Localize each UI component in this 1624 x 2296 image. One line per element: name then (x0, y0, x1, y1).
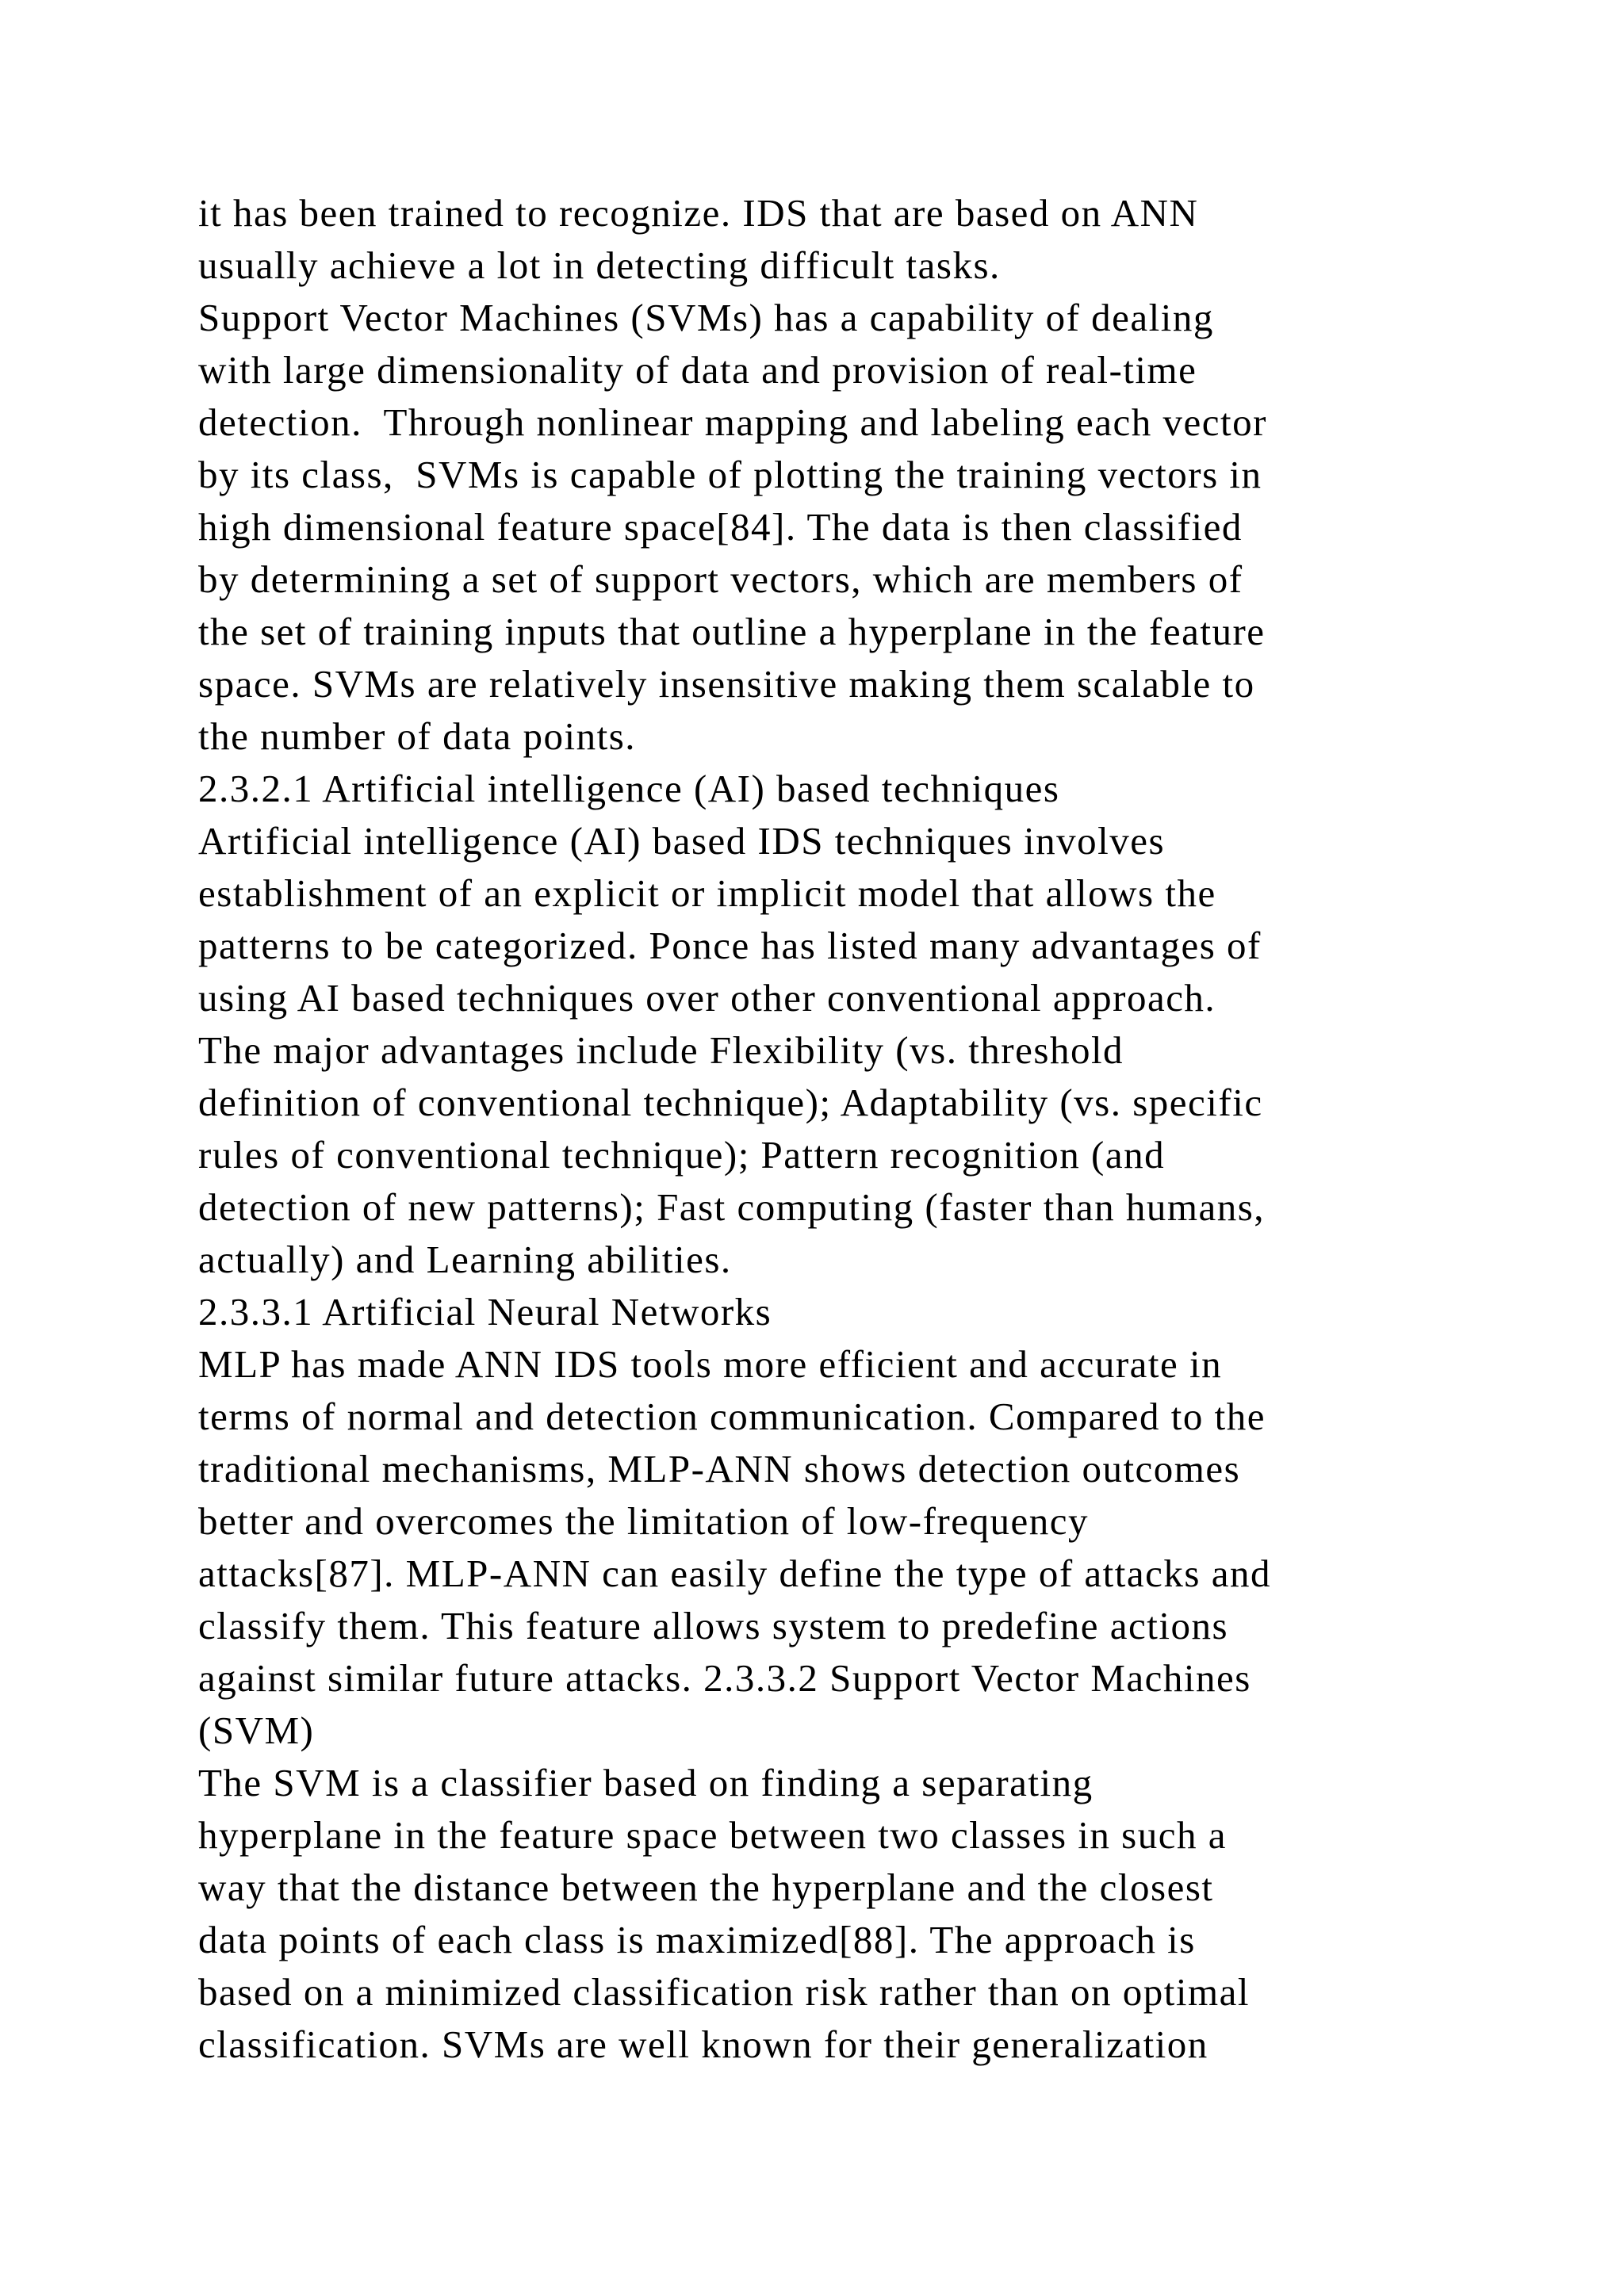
text-line: it has been trained to recognize. IDS that are based on ANN (198, 191, 1199, 235)
text-line: classification. SVMs are well known for their generalization (198, 2022, 1208, 2066)
text-line: traditional mechanisms, MLP-ANN shows detection outcomes (198, 1447, 1241, 1490)
text-line: detection of new patterns); Fast computing (faster than humans, (198, 1185, 1266, 1229)
text-line: Support Vector Machines (SVMs) has a capability of dealing (198, 296, 1214, 339)
text-line: The SVM is a classifier based on finding a separating (198, 1761, 1094, 1804)
text-line: (SVM) (198, 1709, 315, 1752)
section-heading: 2.3.3.1 Artificial Neural Networks (198, 1290, 772, 1334)
text-line: rules of conventional technique); Pattern recognition (and (198, 1133, 1166, 1177)
text-line: patterns to be categorized. Ponce has listed many advantages of (198, 924, 1262, 967)
text-line: using AI based techniques over other conventional approach. (198, 976, 1216, 1020)
text-line: hyperplane in the feature space between two classes in such a (198, 1813, 1227, 1857)
text-line: way that the distance between the hyperplane and the closest (198, 1866, 1214, 1909)
text-line: usually achieve a lot in detecting difficult tasks. (198, 243, 1001, 287)
text-line: Artificial intelligence (AI) based IDS techniques involves (198, 819, 1166, 863)
text-line: data points of each class is maximized[88]. The approach is (198, 1918, 1196, 1961)
text-line: by its class, SVMs is capable of plotting the training vectors in (198, 453, 1262, 496)
text-line: better and overcomes the limitation of low-frequency (198, 1499, 1089, 1543)
text-line: the set of training inputs that outline a hyperplane in the feature (198, 610, 1266, 653)
text-line: space. SVMs are relatively insensitive making them scalable to (198, 662, 1255, 706)
body-text (198, 187, 1546, 2071)
text-line: the number of data points. (198, 714, 637, 758)
text-line: actually) and Learning abilities. (198, 1238, 732, 1281)
text-line: establishment of an explicit or implicit model that allows the (198, 871, 1216, 915)
text-line: based on a minimized classification risk rather than on optimal (198, 1970, 1250, 2014)
text-line: MLP has made ANN IDS tools more efficient and accurate in (198, 1342, 1223, 1386)
text-line: detection. Through nonlinear mapping and labeling each vector (198, 400, 1267, 444)
text-line: classify them. This feature allows system to predefine actions (198, 1604, 1229, 1647)
text-line: attacks[87]. MLP-ANN can easily define the type of attacks and (198, 1552, 1271, 1595)
text-line: against similar future attacks. 2.3.3.2 Support Vector Machines (198, 1656, 1251, 1700)
text-line: by determining a set of support vectors, which are members of (198, 557, 1243, 601)
text-line: The major advantages include Flexibility (vs. threshold (198, 1028, 1124, 1072)
text-line: high dimensional feature space[84]. The data is then classified (198, 505, 1243, 549)
section-heading: 2.3.2.1 Artificial intelligence (AI) based techniques (198, 767, 1060, 810)
text-line: with large dimensionality of data and provision of real-time (198, 348, 1197, 392)
text-line: terms of normal and detection communication. Compared to the (198, 1395, 1266, 1438)
text-line: definition of conventional technique); Adaptability (vs. specific (198, 1081, 1263, 1124)
